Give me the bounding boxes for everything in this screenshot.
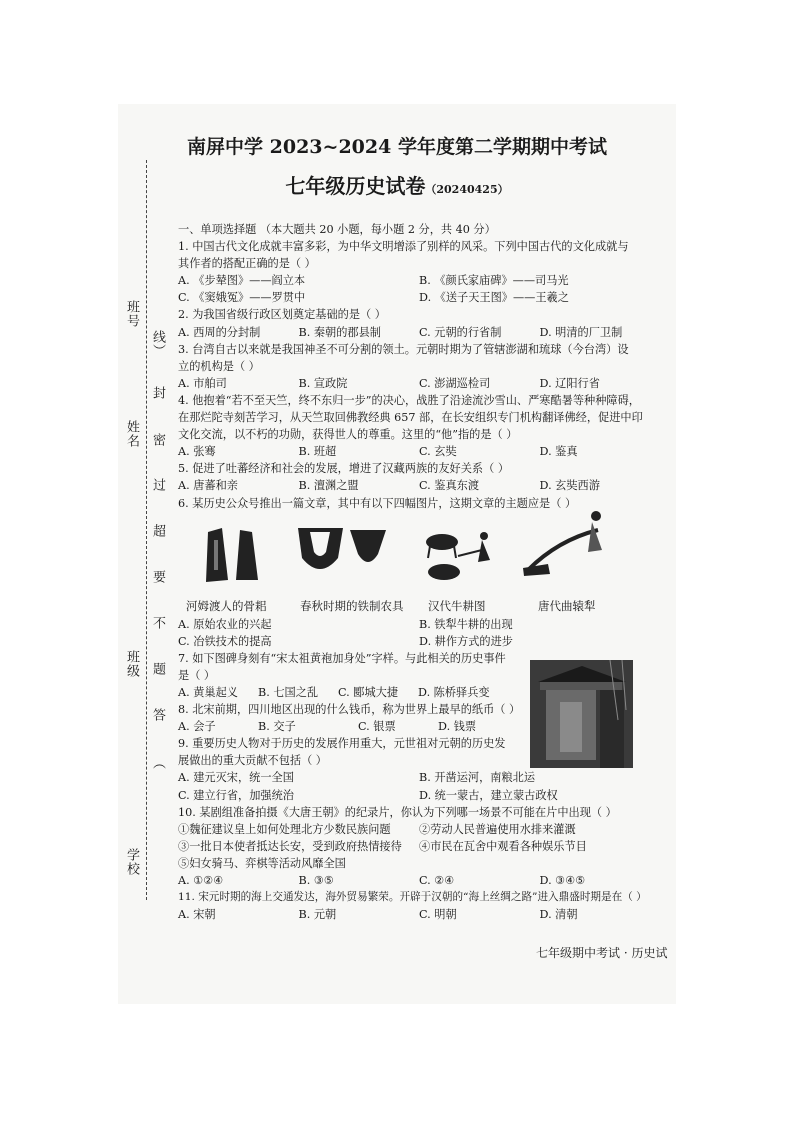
exam-title: 南屏中学 2023~2024 学年度第二学期期中考试 [187, 136, 607, 158]
option: C. 冶铁技术的提高 [178, 634, 272, 648]
seal-char: 密 [150, 433, 165, 447]
seal-char: 答 [150, 708, 165, 722]
option: C. 银票 [358, 720, 396, 734]
option: C. 元朝的行省制 [419, 325, 502, 339]
option: D. 清朝 [539, 908, 578, 922]
option: A. 原始农业的兴起 [178, 617, 272, 631]
statement: ⑤妇女骑马、弈棋等活动风靡全国 [178, 856, 346, 870]
q11-options [178, 906, 660, 923]
q7-options [178, 684, 518, 701]
option: A. 会子 [178, 720, 216, 734]
option: C. 建立行省，加强统治 [178, 788, 294, 802]
seal-char: 线） [150, 330, 165, 358]
q3-options [178, 375, 660, 392]
option: B. 元朝 [298, 908, 337, 922]
option: A. 西周的分封制 [178, 325, 261, 339]
seal-char: 封 [150, 386, 165, 400]
bone-spade-icon [206, 528, 258, 582]
option: D. 耕作方式的进步 [419, 634, 513, 648]
q9-options [178, 787, 660, 804]
statement: ②劳动人民普遍使用水排来灌溉 [419, 822, 576, 836]
q6-caption: 汉代牛耕图 [428, 599, 486, 613]
margin-class-no-label: 班号 [124, 300, 139, 328]
q6-caption: 河姆渡人的骨耜 [186, 599, 267, 613]
q4-stem-cont: 在那烂陀寺刻苦学习，从天竺取回佛教经典 657 部，在长安组织专门机构翻译佛经，促进中印 [178, 411, 643, 425]
seal-char: 不 [150, 616, 165, 630]
q9-stem: 9. 重要历史人物对于历史的发展作用重大，元世祖对元朝的历史发 [178, 737, 506, 751]
q11-stem: 11. 宋元时期的海上交通发达，海外贸易繁荣。开辟于汉朝的“海上丝绸之路”进入鼎盛时期是在（ ） [178, 891, 647, 904]
option: A. 宋朝 [178, 908, 216, 922]
q9-options [178, 769, 660, 786]
q1-options [178, 272, 660, 289]
q2-options [178, 324, 660, 341]
statement: ①魏征建议皇上如何处理北方少数民族问题 [178, 822, 391, 836]
exam-subtitle: 七年级历史试卷（20240425） [285, 174, 509, 198]
q8-stem: 8. 北宋前期，四川地区出现的什么钱币，称为世界上最早的纸币（ ） [178, 703, 521, 717]
option: B. 澶渊之盟 [298, 479, 359, 493]
option: B. 《颜氏家庙碑》——司马光 [419, 274, 569, 288]
option: C. 玄奘 [419, 445, 457, 459]
option: D. 明清的厂卫制 [539, 325, 623, 339]
margin-class-label: 班级 [124, 650, 139, 678]
q10-items [178, 838, 660, 855]
q6-caption: 春秋时期的铁制农具 [300, 599, 404, 613]
stele-photo-icon [530, 660, 633, 768]
q10-stem: 10. 某剧组准备拍摄《大唐王朝》的纪录片，你认为下列哪一场景不可能在片中出现（ ） [178, 805, 617, 819]
q1-options [178, 289, 660, 306]
option: C. 明朝 [419, 908, 457, 922]
seal-char: 题 [150, 662, 165, 676]
q4-stem: 4. 他抱着“若不至天竺，终不东归一步”的决心，战胜了沿途流沙雪山、严寒酷暑等种种障碍， [178, 393, 640, 407]
seal-char: （ [150, 756, 165, 770]
q3-stem-cont: 立的机构是（ ） [178, 359, 260, 373]
q10-options [178, 872, 660, 889]
option: B. 交子 [258, 720, 296, 734]
q10-items [178, 821, 660, 838]
option: C. ②④ [419, 874, 455, 887]
statement: ④市民在瓦舍中观看各种娱乐节目 [419, 839, 587, 853]
section-heading: 一、单项选择题 （本大题共 20 小题，每小题 2 分，共 40 分） [178, 223, 496, 236]
q7-stem: 7. 如下图碑身刻有“宋太祖黄袍加身处”字样。与此相关的历史事件 [178, 651, 506, 665]
margin-school-label: 学校 [124, 848, 139, 876]
option: D. ③④⑤ [539, 874, 586, 887]
q8-options [178, 718, 518, 735]
option: C. 《窦娥冤》——罗贯中 [178, 291, 306, 305]
option: D. 统一蒙古，建立蒙古政权 [419, 788, 558, 802]
page-footer: 七年级期中考试 · 历史试 [536, 946, 668, 960]
curved-plough-icon [523, 511, 602, 576]
q4-stem-cont: 文化交流，以不朽的功勋，获得世人的尊重。这里的“他”指的是（ ） [178, 428, 518, 442]
seal-char: 要 [150, 570, 165, 584]
q6-options [178, 633, 660, 650]
option: B. 开凿运河，南粮北运 [419, 771, 536, 785]
q4-options [178, 443, 660, 460]
q6-figures [178, 510, 608, 600]
option: B. ③⑤ [298, 874, 334, 887]
q6-options [178, 616, 660, 633]
option: A. 唐蕃和亲 [178, 479, 238, 493]
margin-name-label: 姓名 [124, 420, 139, 448]
option: A. 建元灭宋，统一全国 [178, 771, 294, 785]
option: D. 钱票 [438, 720, 477, 734]
option: A. 市舶司 [178, 376, 227, 390]
option: D. 《送子天王图》——王羲之 [419, 291, 569, 305]
option: D. 鉴真 [539, 445, 578, 459]
option: B. 班超 [298, 445, 337, 459]
q5-stem: 5. 促进了吐蕃经济和社会的发展，增进了汉藏两族的友好关系（ ） [178, 462, 510, 476]
option: D. 玄奘西游 [539, 479, 600, 493]
q5-options [178, 477, 660, 494]
q1-stem: 1. 中国古代文化成就丰富多彩，为中华文明增添了别样的风采。下列中国古代的文化成就与 [178, 240, 629, 254]
q6-caption: 唐代曲辕犁 [538, 599, 596, 613]
ox-plough-icon [426, 532, 490, 580]
option: A. 《步辇图》——阎立本 [178, 274, 306, 288]
q1-stem-cont: 其作者的搭配正确的是（ ） [178, 257, 316, 271]
option: B. 秦朝的郡县制 [298, 325, 381, 339]
option: C. 郾城大捷 [338, 685, 399, 699]
option: D. 辽阳行省 [539, 376, 600, 390]
q2-stem: 2. 为我国省级行政区划奠定基础的是（ ） [178, 308, 386, 322]
option: C. 鉴真东渡 [419, 479, 480, 493]
option: B. 宣政院 [298, 376, 348, 390]
iron-tools-icon [298, 528, 386, 569]
option: B. 七国之乱 [258, 685, 319, 699]
q3-stem: 3. 台湾自古以来就是我国神圣不可分割的领土。元朝时期为了管辖澎湖和琉球（今台湾）设 [178, 342, 629, 356]
q6-stem: 6. 某历史公众号推出一篇文章，其中有以下四幅图片，这期文章的主题应是（ ） [178, 496, 577, 510]
option: A. ①②④ [178, 874, 224, 887]
q9-stem-cont: 展做出的重大贡献不包括（ ） [178, 754, 327, 768]
exam-date-code: （20240425） [425, 183, 509, 196]
q7-stem-cont: 是（ ） [178, 668, 216, 682]
option: B. 铁犁牛耕的出现 [419, 617, 513, 631]
option: C. 澎湖巡检司 [419, 376, 491, 390]
option: A. 黄巢起义 [178, 685, 238, 699]
option: A. 张骞 [178, 445, 216, 459]
seal-char: 过 [150, 478, 165, 492]
statement: ③一批日本使者抵达长安，受到政府热情接待 [178, 839, 402, 853]
option: D. 陈桥驿兵变 [418, 685, 490, 699]
seal-char: 超 [150, 524, 165, 538]
binding-line [146, 160, 147, 900]
